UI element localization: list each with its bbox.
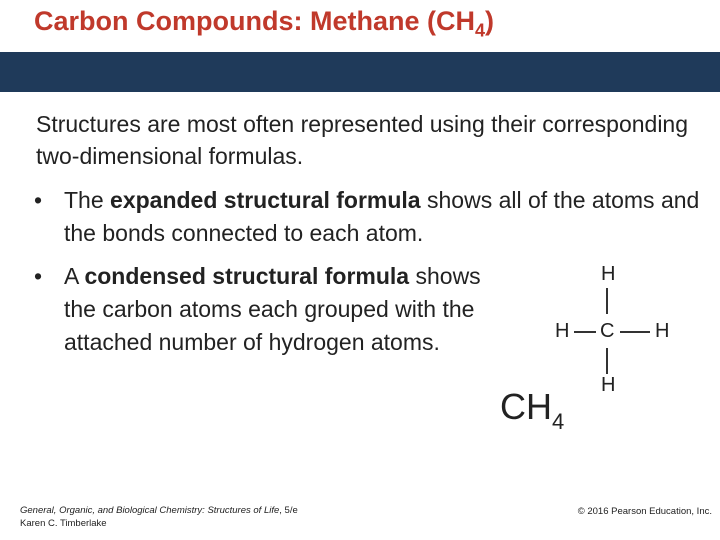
intro-text: Structures are most often represented using their corresponding two-dimensional formulas. (36, 111, 689, 169)
copyright: © 2016 Pearson Education, Inc. (577, 506, 712, 517)
atom-h-bottom: H (601, 374, 616, 396)
bullet-dot: • (34, 263, 43, 289)
bond-right (620, 331, 650, 333)
condensed-formula: $CH_4$ (500, 386, 565, 434)
bond-left (574, 331, 596, 333)
atom-c-center: C (600, 320, 615, 342)
bond-bottom (606, 348, 608, 374)
expanded-structure (540, 258, 700, 408)
bullet-term: condensed structural formula (84, 263, 410, 289)
bullet-dot: • (34, 187, 43, 213)
footer-credit (20, 504, 298, 530)
bond-top (606, 288, 608, 314)
title-subscript: 4 (474, 20, 485, 41)
atom-h-right: H (655, 320, 670, 342)
bullet-term: expanded structural formula (110, 187, 421, 213)
header-bar (0, 52, 720, 92)
author: Karen C. Timberlake (20, 518, 107, 529)
atom-h-left: H (555, 320, 570, 342)
edition: , 5/e (279, 505, 298, 516)
slide-title: Carbon Compounds: Methane $(CH_4)$ (34, 6, 494, 41)
book-title: General, Organic, and Biological Chemistry: Structures of Life (20, 505, 280, 516)
atom-h-top: H (601, 263, 616, 285)
